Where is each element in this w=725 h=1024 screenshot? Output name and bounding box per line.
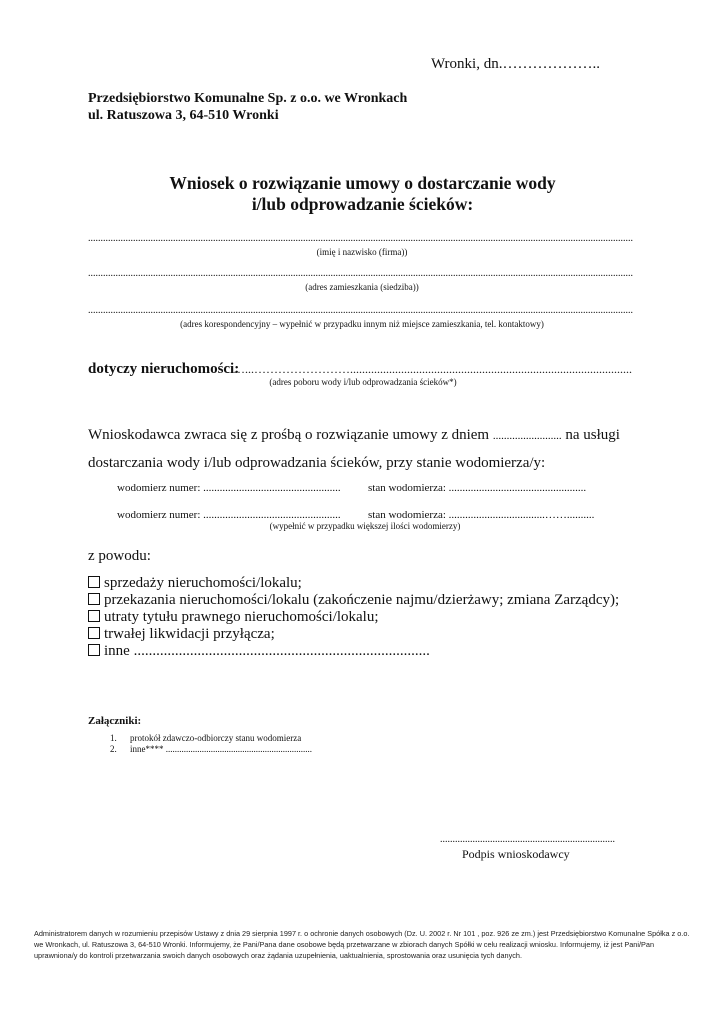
meters-caption: (wypełnić w przypadku większej ilości wodomierzy): [269, 521, 461, 531]
correspondence-caption: (adres korespondencyjny – wypełnić w przypadku innym niż miejsce zamieszkania, tel. kontaktowy): [180, 319, 544, 329]
property-field[interactable]: …...……………………..............................................................................................: [233, 362, 632, 376]
signature-field[interactable]: ......................................................................: [440, 834, 615, 845]
correspondence-field[interactable]: ..........................................................................................................................................................................................................................: [88, 306, 633, 316]
request-text-b: na usługi: [565, 427, 620, 443]
title-line-1: Wniosek o rozwiązanie umowy o dostarczanie wody: [169, 173, 556, 193]
company-name: Przedsiębiorstwo Komunalne Sp. z o.o. we Wronkach: [88, 91, 408, 106]
address-caption: (adres zamieszkania (siedziba)): [305, 282, 419, 292]
checkbox[interactable]: [88, 593, 100, 605]
checkbox[interactable]: [88, 610, 100, 622]
reasons-label: z powodu:: [88, 548, 151, 564]
reason-item-sale[interactable]: [88, 575, 302, 592]
address-field[interactable]: ..........................................................................................................................................................................................................................: [88, 269, 633, 279]
property-caption: (adres poboru wody i/lub odprowadzania ścieków*): [269, 377, 457, 387]
title-line-2: i/lub odprowadzanie ścieków:: [251, 194, 474, 214]
attachment-text: protokół zdawczo-odbiorczy stanu wodomierza: [130, 733, 302, 743]
signature-label: Podpis wnioskodawcy: [462, 847, 570, 861]
checkbox[interactable]: [88, 627, 100, 639]
request-line-1: [88, 427, 620, 444]
reason-label: trwałej likwidacji przyłącza;: [104, 626, 275, 642]
reason-label: inne ...............................................................................: [104, 643, 430, 659]
property-label: dotyczy nieruchomości:: [88, 361, 240, 377]
reason-item-title-loss[interactable]: [88, 609, 379, 626]
checkbox[interactable]: [88, 576, 100, 588]
meter-state-1[interactable]: stan wodomierza: ..................................................: [368, 482, 587, 494]
company-block: [88, 90, 407, 124]
reason-label: przekazania nieruchomości/lokalu (zakończenie najmu/dzierżawy; zmiana Zarządcy);: [104, 592, 620, 608]
request-date-field[interactable]: .........................: [492, 430, 562, 442]
reason-item-liquidation[interactable]: [88, 626, 275, 643]
attachment-text[interactable]: inne**** .................................................................: [130, 744, 312, 754]
privacy-footer: Administratorem danych w rozumieniu przepisów Ustawy z dnia 29 sierpnia 1997 r. o ochronie danych osobowych (Dz. U. 2002 r. Nr 101 , poz. 926 ze zm.) jest Przedsiębiorstwo Komunalne Spółka z o.o. we Wronkach, ul. Ratuszowa 3, 64-510 Wronki. Informujemy, że Pani/Pana dane osobowe będą przetwarzane w zbiorach danych Spółki w celu realizacji wniosku. Informujemy, iż jest Pani/Pan uprawniona/y do kontroli przetwarzania swoich danych osobowych oraz żądania uzupełnienia, uaktualnienia, sprostowania oraz usunięcia tych danych.: [34, 929, 690, 960]
attachments-title: Załączniki:: [88, 715, 142, 727]
request-text-a: Wnioskodawca zwraca się z prośbą o rozwiązanie umowy z dniem: [88, 427, 490, 443]
document-title: [0, 173, 725, 215]
reason-item-transfer[interactable]: [88, 592, 619, 609]
reason-label: utraty tytułu prawnego nieruchomości/lokalu;: [104, 609, 379, 625]
date-line: Wronki, dn.………………..: [431, 56, 600, 72]
request-line-2: dostarczania wody i/lub odprowadzania ścieków, przy stanie wodomierza/y:: [88, 455, 546, 471]
name-field[interactable]: ..........................................................................................................................................................................................................................: [88, 234, 633, 244]
attachment-number: 1.: [110, 733, 117, 743]
checkbox[interactable]: [88, 644, 100, 656]
reason-label: sprzedaży nieruchomości/lokalu;: [104, 575, 302, 591]
meter-number-1[interactable]: wodomierz numer: ..................................................: [117, 482, 341, 494]
meter-state-2[interactable]: stan wodomierza: ...................................……..........: [368, 509, 595, 521]
attachment-number: 2.: [110, 744, 117, 754]
name-caption: (imię i nazwisko (firma)): [316, 247, 408, 257]
meter-number-2[interactable]: wodomierz numer: ..................................................: [117, 509, 341, 521]
company-address: ul. Ratuszowa 3, 64-510 Wronki: [88, 108, 279, 123]
reason-item-other[interactable]: [88, 643, 430, 660]
